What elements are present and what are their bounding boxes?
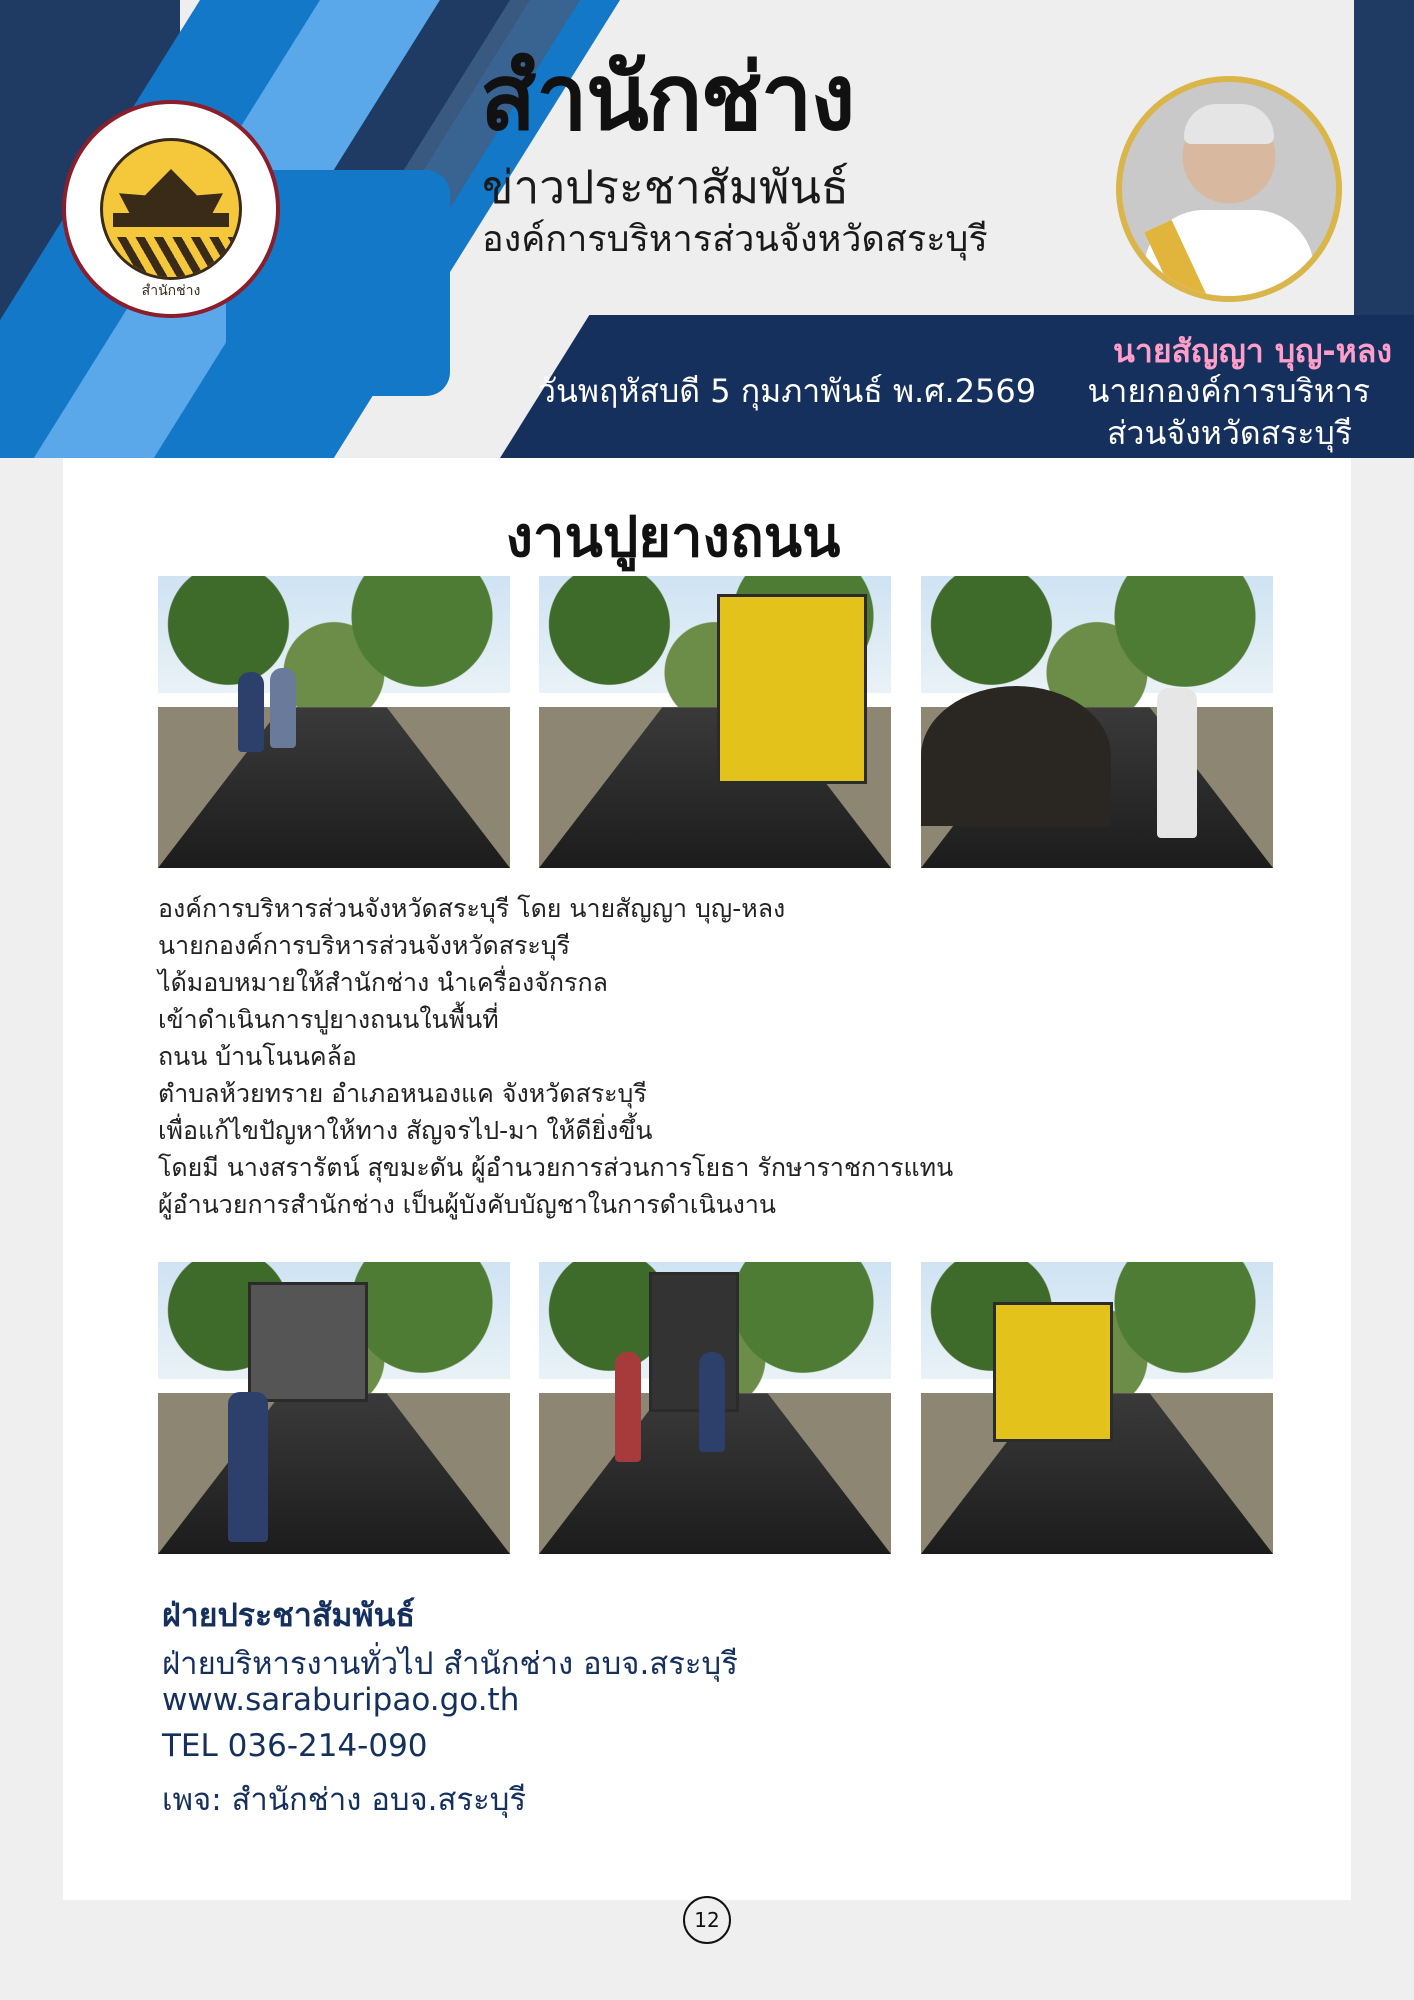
header-decor-right-bar [1354, 0, 1414, 320]
photo-road-roller-1 [539, 576, 891, 868]
photo-asphalt-paver-2 [158, 1262, 510, 1554]
photo-asphalt-paver-1 [921, 576, 1273, 868]
photo-road-roller-2 [921, 1262, 1273, 1554]
logo-stripes [103, 237, 242, 277]
article-line: ตำบลห้วยทราย อำเภอหนองแค จังหวัดสระบุรี [158, 1079, 647, 1108]
page-number: 12 [683, 1896, 731, 1944]
article-body [158, 890, 1158, 1223]
mayor-name: นายสัญญา บุญ-หลง [1113, 332, 1392, 370]
contact-phone: TEL 036-214-090 [162, 1728, 428, 1764]
organization-logo [62, 100, 280, 318]
news-date: วันพฤหัสบดี 5 กุมภาพันธ์ พ.ศ.2569 [538, 372, 1037, 410]
mayor-role-line2: ส่วนจังหวัดสระบุรี [1107, 414, 1352, 452]
article-line: เข้าดำเนินการปูยางถนนในพื้นที่ [158, 1005, 499, 1034]
article-line: องค์การบริหารส่วนจังหวัดสระบุรี โดย นายสัญญา บุญ-หลง [158, 894, 786, 923]
logo-pavilion-base [113, 213, 229, 227]
article-line: เพื่อแก้ไขปัญหาให้ทาง สัญจรไป-มา ให้ดียิ่งขึ้น [158, 1116, 653, 1145]
logo-emblem [100, 138, 242, 280]
contact-facebook-page: เพจ: สำนักช่าง อบจ.สระบุรี [162, 1782, 527, 1818]
photo-road-workers [539, 1262, 891, 1554]
contact-heading: ฝ่ายประชาสัมพันธ์ [162, 1596, 415, 1634]
header-title: สำนักช่าง [480, 44, 854, 151]
mayor-portrait [1116, 76, 1342, 302]
article-title: งานปูยางถนน [505, 505, 841, 570]
article-line: โดยมี นางสรารัตน์ สุขมะดัน ผู้อำนวยการส่วนการโยธา รักษาราชการแทน [158, 1153, 954, 1182]
logo-pavilion-icon [119, 169, 223, 213]
article-line: ถนน บ้านโนนคล้อ [158, 1042, 357, 1071]
article-line: นายกองค์การบริหารส่วนจังหวัดสระบุรี [158, 931, 571, 960]
article-line: ได้มอบหมายให้สำนักช่าง นำเครื่องจักรกล [158, 968, 608, 997]
header-organization: องค์การบริหารส่วนจังหวัดสระบุรี [482, 219, 988, 260]
contact-website[interactable]: www.saraburipao.go.th [162, 1682, 520, 1718]
logo-label: สำนักช่าง [141, 283, 201, 299]
article-line: ผู้อำนวยการสำนักช่าง เป็นผู้บังคับบัญชาในการดำเนินงาน [158, 1190, 776, 1219]
mayor-role-line1: นายกองค์การบริหาร [1087, 372, 1370, 410]
portrait-photo [1122, 82, 1336, 296]
portrait-hair [1184, 104, 1274, 144]
photo-road-paving-1 [158, 576, 510, 868]
contact-department: ฝ่ายบริหารงานทั่วไป สำนักช่าง อบจ.สระบุรี [162, 1646, 738, 1682]
header-banner [0, 0, 1414, 458]
header-subtitle: ข่าวประชาสัมพันธ์ [482, 160, 850, 214]
